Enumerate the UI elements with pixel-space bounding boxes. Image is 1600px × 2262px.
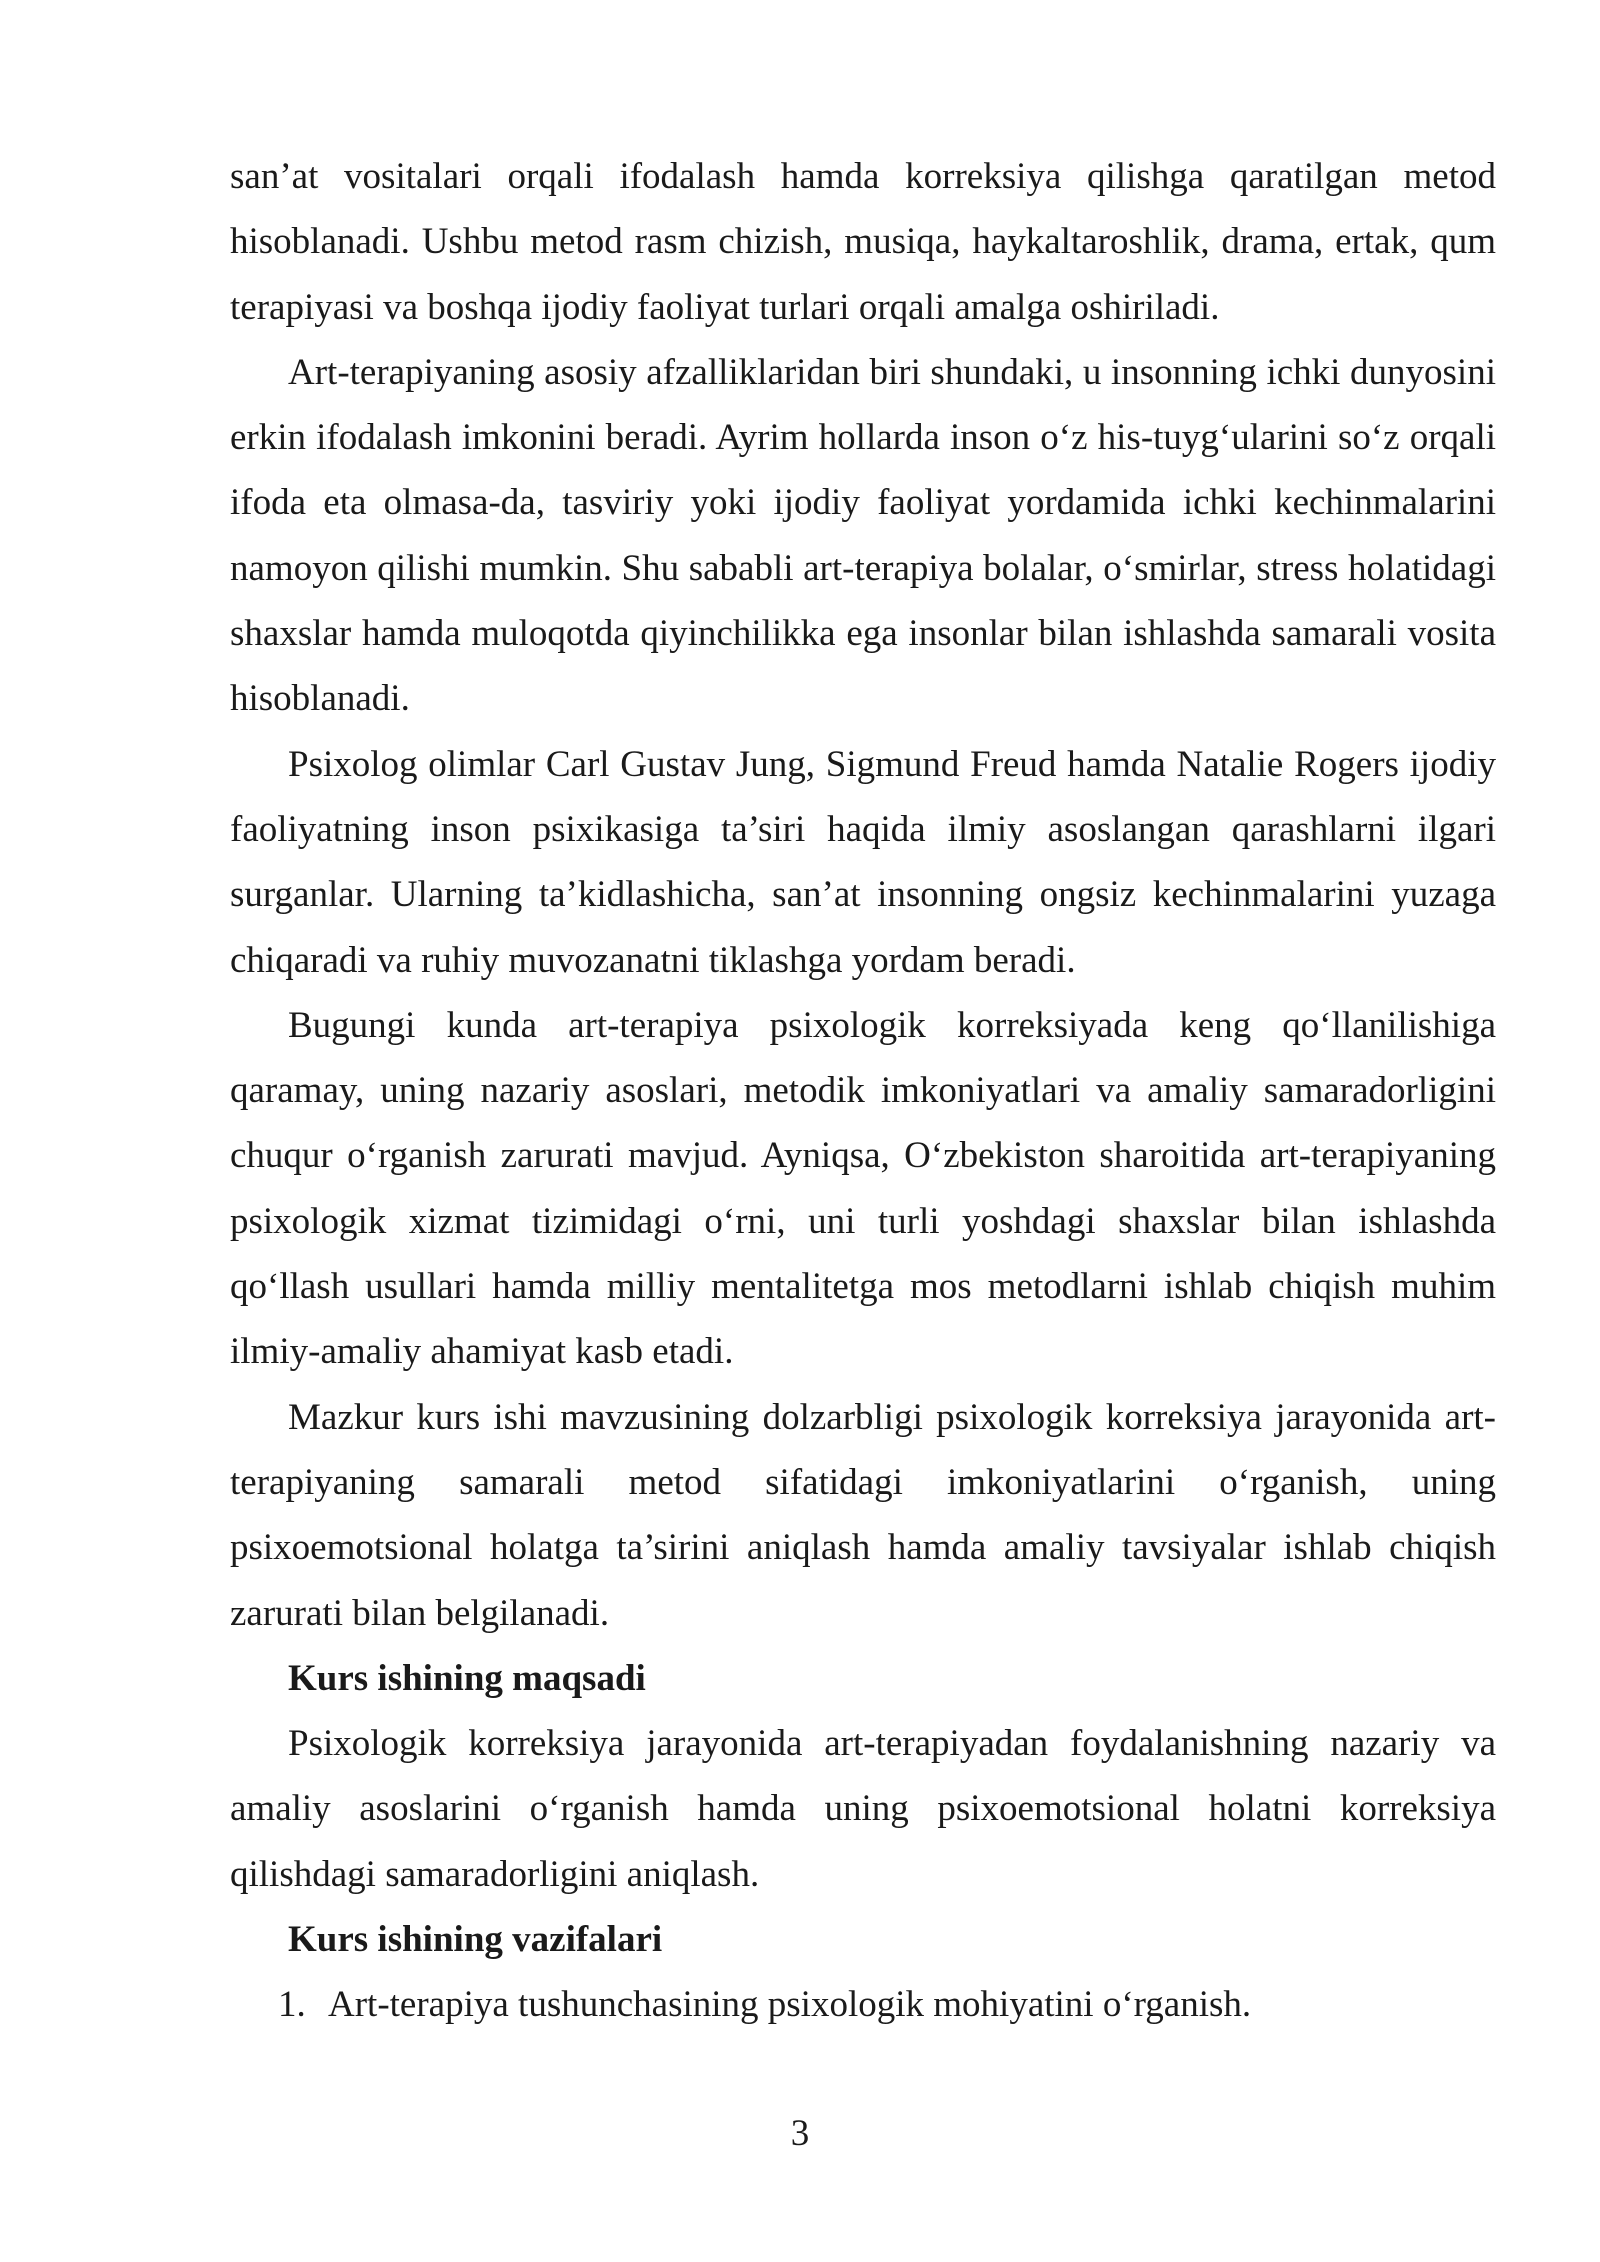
paragraph-5: Mazkur kurs ishi mavzusining dolzarbligi psixologik korreksiya jarayonida art-terapiyaning samarali metod sifatidagi imkoniyatlarini o‘rganish, uning psixoemotsional holatga ta’sirini aniqlash hamda amaliy tavsiyalar ishlab chiqish zarurati bilan belgilanadi. [230, 1396, 1496, 1634]
paragraph-3: Psixolog olimlar Carl Gustav Jung, Sigmund Freud hamda Natalie Rogers ijodiy faoliyatning inson psixikasiga ta’siri haqida ilmiy asoslangan qarashlarni ilgari surganlar. Ularning ta’kidlashicha, san’at insonning ongsiz kechinmalarini yuzaga chiqaradi va ruhiy muvozanatni tiklashga yordam beradi. [230, 743, 1496, 981]
goal-heading: Kurs ishining maqsadi [288, 1657, 646, 1699]
page-body [230, 144, 1496, 2038]
list-item [230, 1972, 1496, 2037]
list-item-number: 1. [278, 1984, 306, 2026]
paragraph-4: Bugungi kunda art-terapiya psixologik korreksiyada keng qo‘llanilishiga qaramay, uning nazariy asoslari, metodik imkoniyatlari va amaliy samaradorligini chuqur o‘rganish zarurati mavjud. Ayniqsa, O‘zbekiston sharoitida art-terapiyaning psixologik xizmat tizimidagi o‘rni, uni turli yoshdagi shaxslar bilan ishlashda qo‘llash usullari hamda milliy mentalitetga mos metodlarni ishlab chiqish muhim ilmiy-amaliy ahamiyat kasb etadi. [230, 1004, 1496, 1373]
list-item-text: Art-terapiya tushunchasining psixologik mohiyatini o‘rganish. [328, 1984, 1252, 2026]
paragraph-1: san’at vositalari orqali ifodalash hamda korreksiya qilishga qaratilgan metod hisoblanadi. Ushbu metod rasm chizish, musiqa, haykaltaroshlik, drama, ertak, qum terapiyasi va boshqa ijodiy faoliyat turlari orqali amalga oshiriladi. [230, 156, 1496, 328]
goal-text: Psixologik korreksiya jarayonida art-terapiyadan foydalanishning nazariy va amaliy asoslarini o‘rganish hamda uning psixoemotsional holatni korreksiya qilishdagi samaradorligini aniqlash. [230, 1723, 1496, 1895]
page-number: 3 [790, 2113, 810, 2154]
tasks-heading: Kurs ishining vazifalari [288, 1919, 663, 1961]
paragraph-2: Art-terapiyaning asosiy afzalliklaridan biri shundaki, u insonning ichki dunyosini erkin ifodalash imkonini beradi. Ayrim hollarda inson o‘z his-tuyg‘ularini so‘z orqali ifoda eta olmasa-da, tasviriy yoki ijodiy faoliyat yordamida ichki kechinmalarini namoyon qilishi mumkin. Shu sababli art-terapiya bolalar, o‘smirlar, stress holatidagi shaxslar hamda muloqotda qiyinchilikka ega insonlar bilan ishlashda samarali vosita hisoblanadi. [230, 351, 1496, 720]
tasks-list [230, 1972, 1496, 2037]
